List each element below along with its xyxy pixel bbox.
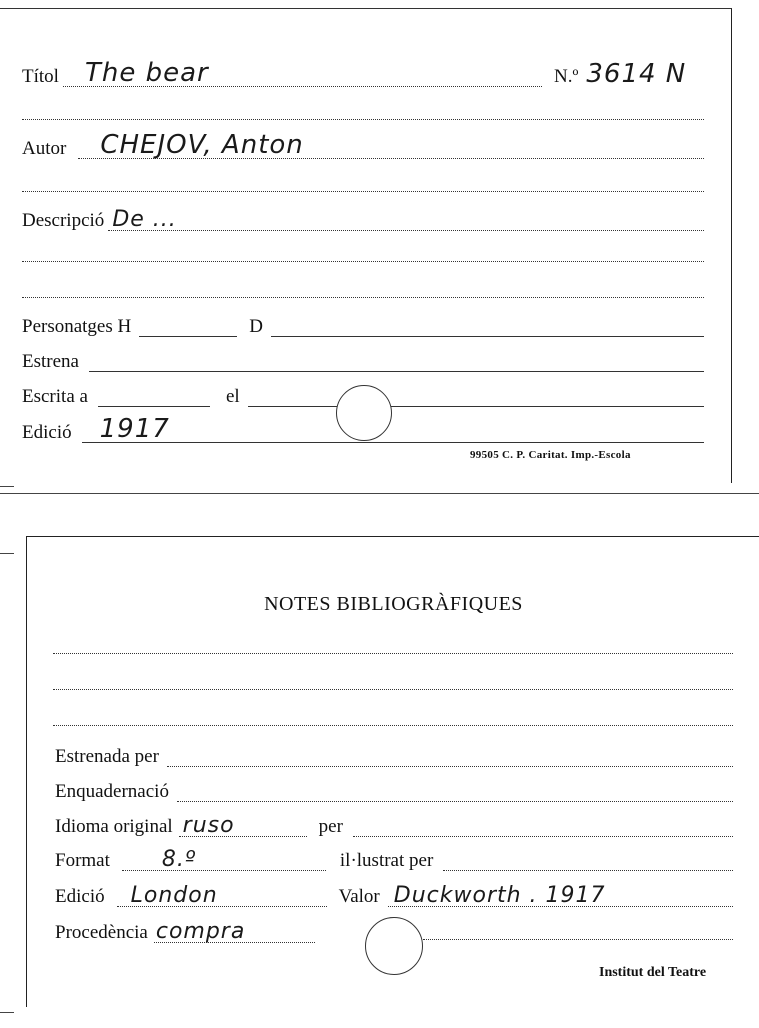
titol-row [22, 58, 542, 88]
printer-imprint: 99505 C. P. Caritat. Imp.-Escola [470, 449, 631, 461]
descripcio-extra-line-1 [22, 261, 704, 262]
estrena-label: Estrena [22, 351, 79, 372]
titol-label: Títol [22, 66, 59, 87]
procedencia-value: compra [155, 919, 246, 944]
estrenada-row [55, 747, 733, 767]
notes-heading: NOTES BIBLIOGRÀFIQUES [264, 593, 523, 615]
personatges-d-label: D [249, 316, 263, 337]
autor-label: Autor [22, 138, 67, 159]
catalog-card-back [26, 536, 759, 1007]
illustrat-line [443, 854, 733, 871]
idioma-line [179, 813, 307, 838]
descripcio-line [108, 207, 704, 232]
edicio-back-label: Edició [55, 886, 105, 907]
edicio-label: Edició [22, 422, 72, 443]
autor-row [22, 130, 704, 160]
autor-value: CHEJOV, Anton [100, 130, 304, 160]
escrita-label: Escrita a [22, 386, 88, 407]
el-line [248, 390, 704, 407]
descripcio-row [22, 207, 704, 232]
estrenada-line [167, 750, 733, 767]
personatges-h-line [139, 320, 237, 337]
personatges-d-line [271, 320, 704, 337]
format-value: 8.º [161, 847, 197, 872]
titol-value: The bear [84, 58, 209, 88]
valor-label: Valor [338, 886, 380, 907]
format-row [55, 847, 733, 872]
procedencia-row [55, 919, 315, 944]
autor-extra-line [22, 191, 704, 192]
valor-line [388, 883, 733, 908]
descripcio-extra-line-2 [22, 297, 704, 298]
titol-line [63, 58, 542, 88]
edicio-back-row [55, 883, 733, 908]
catalog-card-front [0, 8, 732, 483]
autor-line [78, 130, 704, 160]
personatges-label: Personatges H [22, 316, 132, 337]
scan-mark [0, 553, 14, 554]
format-label: Format [55, 850, 110, 871]
format-line [122, 847, 326, 872]
punch-hole [365, 917, 423, 975]
procedencia-label: Procedència [55, 922, 148, 943]
estrena-row [22, 352, 704, 372]
enquadernacio-row [55, 782, 733, 802]
idioma-value: ruso [182, 813, 235, 838]
illustrat-label: il·lustrat per [339, 850, 434, 871]
enquadernacio-line [177, 785, 733, 802]
number-label: N.º [554, 66, 579, 87]
titol-extra-line [22, 119, 704, 120]
el-label: el [225, 386, 240, 407]
estrenada-label: Estrenada per [55, 746, 159, 767]
procedencia-line-right [423, 939, 733, 940]
edicio-back-line [117, 883, 327, 908]
number-row [554, 59, 716, 89]
institute-stamp: Institut del Teatre [599, 965, 707, 980]
notes-line-3 [53, 725, 733, 726]
punch-hole [336, 385, 392, 441]
edicio-value: 1917 [99, 414, 170, 444]
scan-mark [0, 1012, 14, 1013]
per-label: per [318, 816, 343, 837]
procedencia-line [154, 919, 315, 944]
number-line [582, 59, 716, 89]
scan-mark [0, 486, 14, 487]
descripcio-value: De ... [112, 207, 177, 232]
personatges-row [22, 317, 704, 337]
number-value: 3614 N [586, 59, 687, 89]
valor-value: Duckworth . 1917 [393, 883, 606, 908]
notes-line-2 [53, 689, 733, 690]
edicio-back-value: London [130, 883, 218, 908]
escrita-line [98, 390, 210, 407]
estrena-line [89, 355, 704, 372]
per-line [353, 820, 733, 837]
descripcio-label: Descripció [22, 210, 105, 231]
edicio-line [82, 414, 704, 444]
idioma-row [55, 813, 733, 838]
enquadernacio-label: Enquadernació [55, 781, 169, 802]
notes-line-1 [53, 653, 733, 654]
idioma-label: Idioma original [55, 816, 173, 837]
cards-separator [0, 493, 759, 494]
